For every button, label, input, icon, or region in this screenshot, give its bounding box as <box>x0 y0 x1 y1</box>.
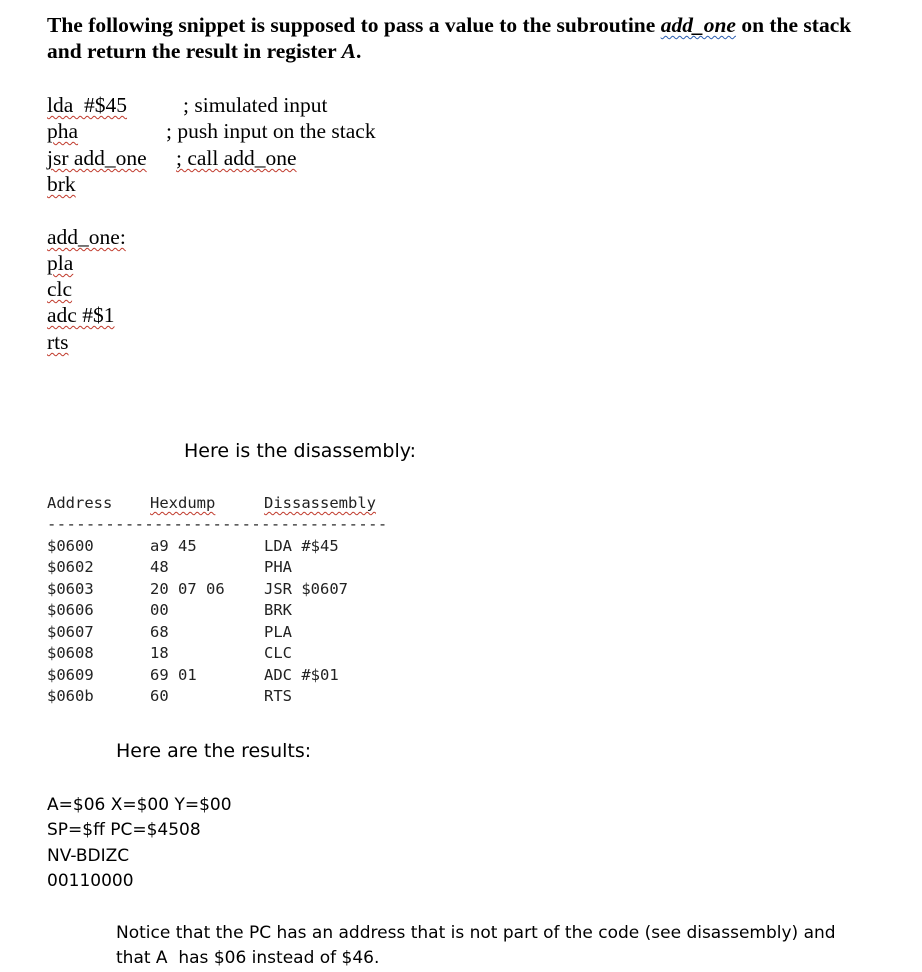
row-4-address: $0607 <box>47 623 94 641</box>
row-7-asm: RTS <box>264 687 292 705</box>
row-7-hex: 60 <box>150 687 169 705</box>
row-6-hex: 69 01 <box>150 666 197 684</box>
subroutine-line-3: adc #$1 <box>47 303 115 327</box>
row-2-hex: 20 07 06 <box>150 580 225 598</box>
subroutine-line-4: rts <box>47 330 69 354</box>
snippet-line-2-comment: ; push input on the stack <box>166 119 376 143</box>
row-6-address: $0609 <box>47 666 94 684</box>
snippet-line-3-comment: ; call add_one <box>176 146 297 170</box>
row-5-asm: CLC <box>264 644 292 662</box>
snippet-line-4-code: brk <box>47 172 76 196</box>
intro-line2-suffix: . <box>355 39 362 63</box>
intro-paragraph <box>47 12 917 64</box>
row-5-address: $0608 <box>47 644 94 662</box>
snippet-line-1-code: lda #$45 <box>47 93 128 117</box>
row-0-hex: a9 45 <box>150 537 197 555</box>
row-6-asm: ADC #$01 <box>264 666 339 684</box>
table-header-disassembly: Dissassembly <box>264 494 376 512</box>
row-4-asm: PLA <box>264 623 292 641</box>
row-2-asm: JSR $0607 <box>264 580 348 598</box>
row-0-address: $0600 <box>47 537 94 555</box>
results-flags-header: NV-BDIZC <box>47 846 130 866</box>
table-header-hexdump: Hexdump <box>150 494 216 512</box>
results-heading: Here are the results: <box>116 740 312 762</box>
snippet-line-1-comment: ; simulated input <box>183 93 328 117</box>
snippet-line-3-code: jsr add_one <box>47 146 147 170</box>
row-5-hex: 18 <box>150 644 169 662</box>
intro-line1-prefix: The following snippet is supposed to pass a value to the subroutine <box>47 13 661 37</box>
row-2-address: $0603 <box>47 580 94 598</box>
subroutine-line-1: pla <box>47 251 74 275</box>
table-separator: ----------------------------------- <box>47 515 388 533</box>
table-header-address: Address <box>47 494 113 512</box>
subroutine-label: add_one: <box>47 225 126 249</box>
row-3-hex: 00 <box>150 601 169 619</box>
disassembly-heading: Here is the disassembly: <box>184 440 417 462</box>
notice-line-1: Notice that the PC has an address that is not part of the code (see disassembly) and <box>116 923 836 943</box>
results-flags-bits: 00110000 <box>47 871 134 891</box>
intro-line1-suffix: on the stack <box>735 13 852 37</box>
row-1-asm: PHA <box>264 558 292 576</box>
row-1-address: $0602 <box>47 558 94 576</box>
row-4-hex: 68 <box>150 623 169 641</box>
row-7-address: $060b <box>47 687 94 705</box>
results-registers: A=$06 X=$00 Y=$00 <box>47 795 232 815</box>
notice-line-2: that A has $06 instead of $46. <box>116 948 380 968</box>
row-3-asm: BRK <box>264 601 292 619</box>
row-1-hex: 48 <box>150 558 169 576</box>
subroutine-line-2: clc <box>47 277 73 301</box>
results-sp-pc: SP=$ff PC=$4508 <box>47 820 201 840</box>
row-0-asm: LDA #$45 <box>264 537 339 555</box>
row-3-address: $0606 <box>47 601 94 619</box>
intro-line2-prefix: and return the result in register <box>47 39 342 63</box>
intro-register: A <box>341 39 356 63</box>
snippet-line-2-code: pha <box>47 119 79 143</box>
intro-subroutine-name: add_one <box>660 13 736 37</box>
